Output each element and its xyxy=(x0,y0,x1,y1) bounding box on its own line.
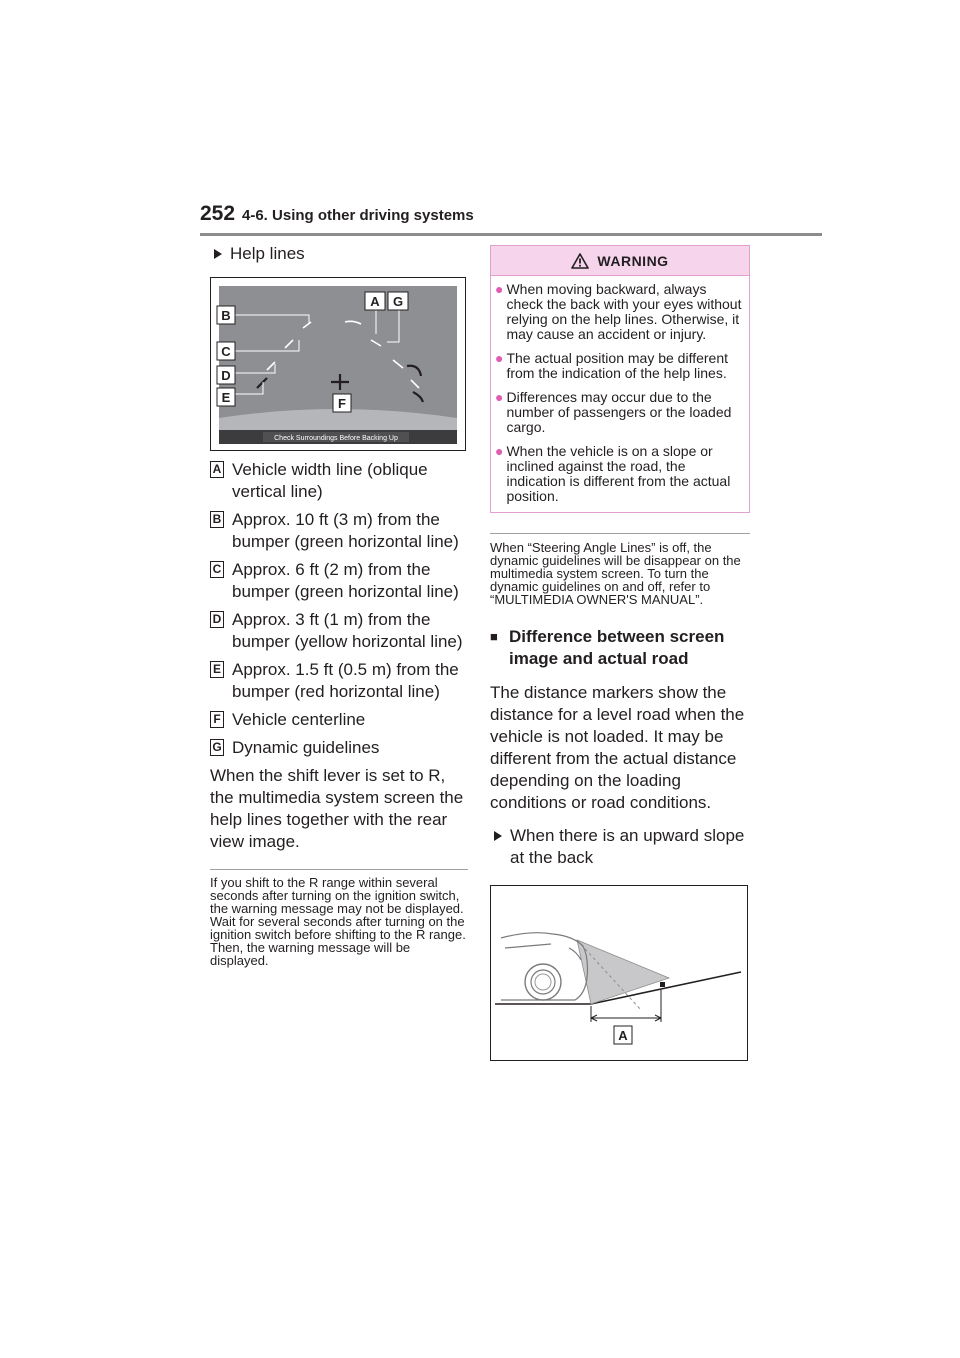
bullet-icon: ● xyxy=(495,281,504,297)
steering-angle-note: When “Steering Angle Lines” is off, the dynamic guidelines will be disappear on the multimedia system screen. To turn the dynamic guidelines on and off, refer to “MULTIMEDIA OWNER'S MANUAL”. xyxy=(490,540,741,607)
page-header xyxy=(200,202,822,236)
warning-item xyxy=(495,390,745,435)
legend-text: Approx. 6 ft (2 m) from the bumper (green horizontal line) xyxy=(232,560,459,601)
right-column xyxy=(490,245,750,1061)
section-title: 4-6. Using other driving systems xyxy=(242,207,474,224)
legend-item-f xyxy=(210,709,468,731)
legend-letter: D xyxy=(210,611,224,628)
bullet-icon: ● xyxy=(495,389,504,405)
bullet-icon: ● xyxy=(495,350,504,366)
legend-letter: E xyxy=(210,661,224,678)
camera-illustration xyxy=(210,277,466,451)
subheading-text: Difference between screen image and actual road xyxy=(509,627,725,668)
camera-banner-text: Check Surroundings Before Backing Up xyxy=(274,435,398,442)
distance-markers-paragraph: The distance markers show the distance for a level road when the vehicle is not loaded. It may be different from the actual distance depending on the loading conditions or road conditions. xyxy=(490,683,745,812)
warning-title: WARNING xyxy=(597,252,669,269)
camera-label-b: B xyxy=(221,308,231,323)
camera-label-g: G xyxy=(392,294,404,309)
camera-label-a: A xyxy=(370,294,380,309)
legend-item-a xyxy=(210,459,468,503)
warning-item-text: The actual position may be different from the indication of the help lines. xyxy=(506,350,729,381)
shift-lever-paragraph: When the shift lever is set to R, the multimedia system screen the help lines together with the rear view image. xyxy=(210,766,464,851)
legend-item-e xyxy=(210,659,468,703)
warning-item xyxy=(495,351,745,381)
r-range-note: If you shift to the R range within several seconds after turning on the ignition switch, the warning message may not be displayed. Wait for several seconds after turning on the ignition switch before shifting to the R range. Then, the warning message will be displayed. xyxy=(210,875,466,968)
page-number: 252 xyxy=(200,202,236,225)
bullet-icon: ● xyxy=(495,443,504,459)
upward-slope-label: When there is an upward slope at the back xyxy=(490,825,750,869)
legend-text: Approx. 10 ft (3 m) from the bumper (green horizontal line) xyxy=(232,510,459,551)
slope-illustration xyxy=(490,885,748,1061)
camera-label-e: E xyxy=(221,390,231,405)
legend-text: Vehicle centerline xyxy=(232,710,366,729)
legend-text: Approx. 1.5 ft (0.5 m) from the bumper (red horizontal line) xyxy=(232,660,459,701)
square-bullet-icon: ■ xyxy=(490,629,498,644)
legend-letter: F xyxy=(210,711,224,728)
legend-item-g xyxy=(210,737,468,759)
warning-item-text: When the vehicle is on a slope or inclined against the road, the indication is different from the actual position. xyxy=(506,443,731,504)
warning-triangle-icon xyxy=(571,253,589,269)
legend-letter: G xyxy=(210,739,224,756)
legend-item-d xyxy=(210,609,468,653)
left-column xyxy=(210,243,468,967)
legend-text: Dynamic guidelines xyxy=(232,738,380,757)
legend-letter: C xyxy=(210,561,224,578)
dimension-label-a: A xyxy=(618,1028,628,1043)
section-subheading xyxy=(490,626,750,670)
warning-item xyxy=(495,444,745,504)
camera-label-c: C xyxy=(221,344,231,359)
camera-label-d: D xyxy=(221,368,231,383)
legend-list xyxy=(210,459,468,759)
help-lines-label: Help lines xyxy=(210,243,468,265)
camera-label-f: F xyxy=(338,396,346,411)
distance-marker xyxy=(660,982,665,987)
legend-text: Vehicle width line (oblique vertical line) xyxy=(232,460,428,501)
warning-item-text: Differences may occur due to the number of passengers or the loaded cargo. xyxy=(506,389,732,435)
legend-letter: A xyxy=(210,461,224,478)
warning-item xyxy=(495,282,745,342)
legend-letter: B xyxy=(210,511,224,528)
warning-header xyxy=(491,246,749,276)
legend-text: Approx. 3 ft (1 m) from the bumper (yellow horizontal line) xyxy=(232,610,463,651)
warning-box xyxy=(490,245,750,513)
warning-item-text: When moving backward, always check the back with your eyes without relying on the help lines. Otherwise, it may cause an accident or injury. xyxy=(506,281,742,342)
legend-item-b xyxy=(210,509,468,553)
warning-body xyxy=(491,276,749,512)
legend-item-c xyxy=(210,559,468,603)
